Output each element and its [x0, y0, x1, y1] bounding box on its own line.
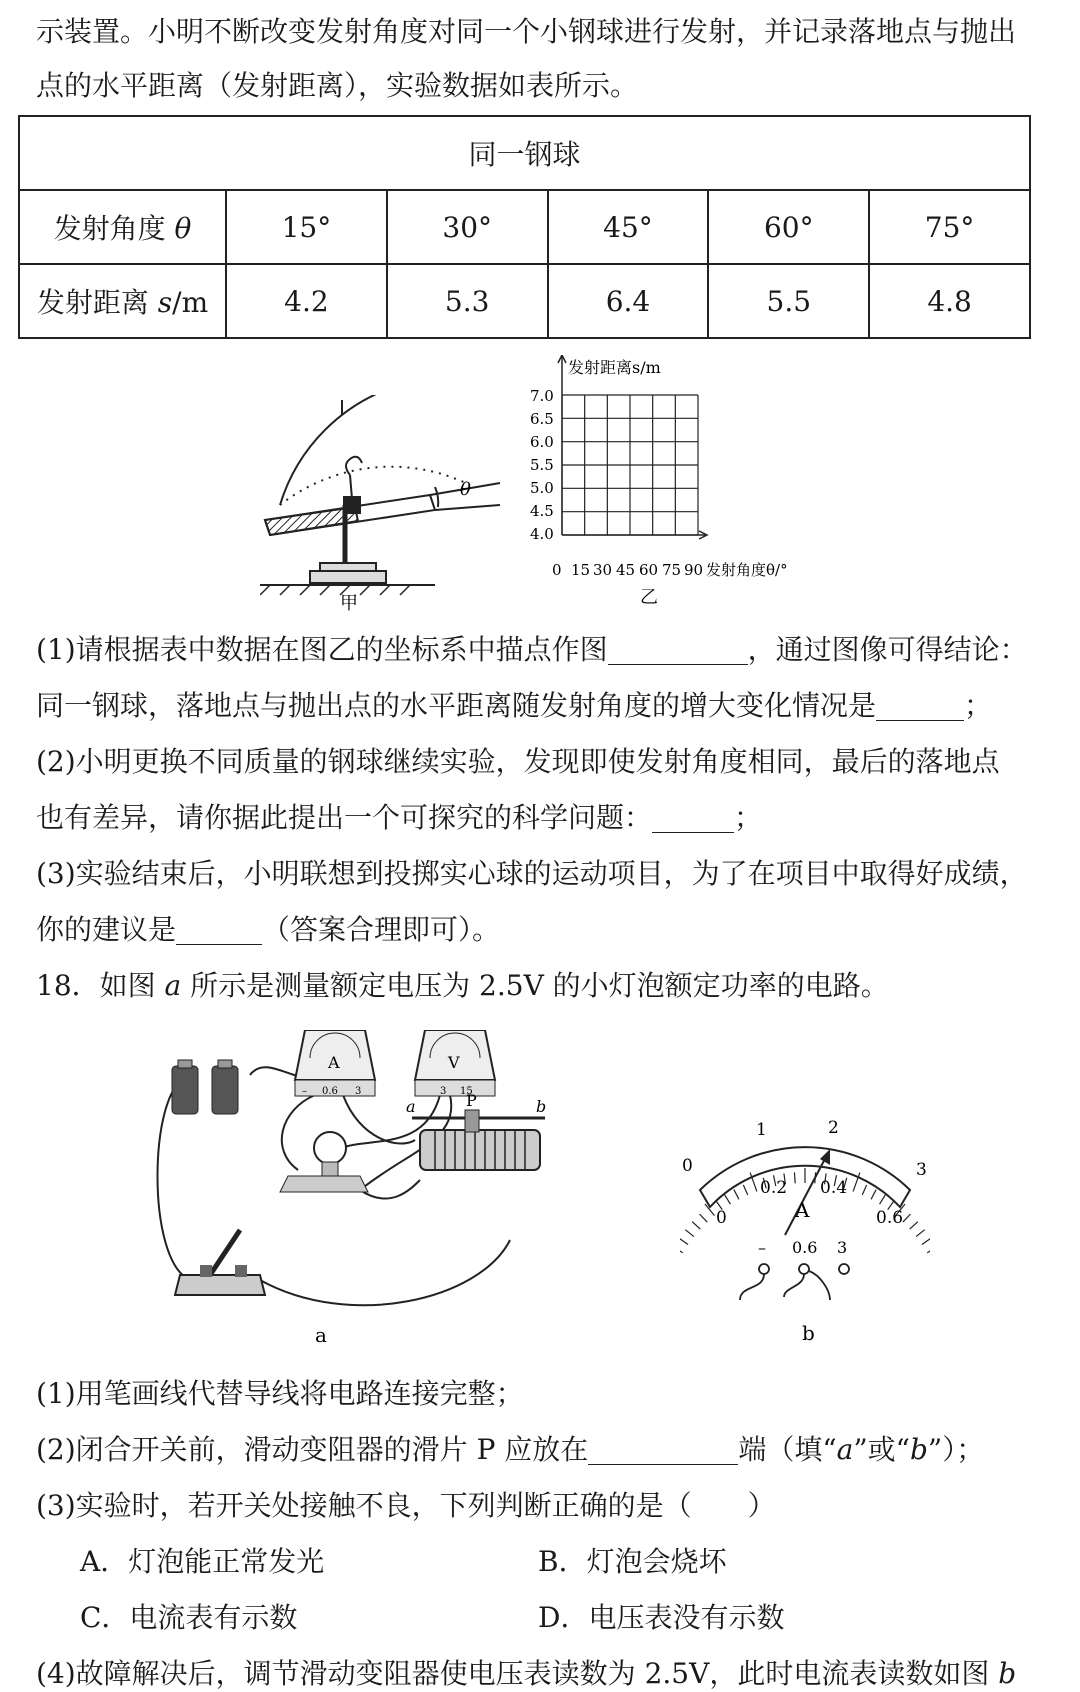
intro-line-2: 点的水平距离（发射距离），实验数据如表所示。 — [36, 69, 639, 102]
dial-tick — [743, 1185, 747, 1195]
dial-tick — [725, 1195, 731, 1204]
y-tick: 7.0 — [530, 387, 554, 405]
dial-bottom-label: 0.2 — [760, 1178, 788, 1198]
figure-b-caption: b — [802, 1321, 815, 1345]
dial-tick — [700, 1214, 708, 1222]
y-tick: 6.0 — [530, 433, 554, 451]
q18-part4: (4)故障解决后，调节滑动变阻器使电压表读数为 2.5V，此时电流表读数如图 b — [36, 1657, 1017, 1690]
figure-jia — [260, 395, 520, 615]
dial-tick — [880, 1195, 886, 1204]
dial-tick — [910, 1222, 918, 1229]
table-cell: 15° — [226, 190, 387, 264]
svg-text:15: 15 — [460, 1086, 473, 1097]
table-cell: 75° — [869, 190, 1030, 264]
dial-tick — [916, 1230, 925, 1237]
answer-blank[interactable] — [608, 638, 748, 665]
answer-blank[interactable] — [876, 694, 964, 721]
figure-yi — [520, 355, 840, 610]
terminal-label: 0.6 — [792, 1238, 818, 1257]
y-tick: 6.5 — [530, 410, 554, 428]
table-row-label: 发射距离 s/m — [19, 264, 226, 338]
table-cell: 60° — [708, 190, 869, 264]
battery — [172, 1060, 238, 1114]
y-tick: 4.5 — [530, 502, 554, 520]
svg-text:–: – — [302, 1086, 307, 1097]
intro-line-1: 示装置。小明不断改变发射角度对同一个小钢球进行发射，并记录落地点与抛出 — [36, 15, 1017, 48]
dial-tick — [922, 1238, 930, 1244]
protractor-arc — [280, 395, 400, 505]
terminal-label: – — [758, 1238, 766, 1257]
table-row-label: 发射角度 θ — [19, 190, 226, 264]
dial-top-label: 1 — [756, 1120, 767, 1140]
dial-top-label: 2 — [828, 1118, 839, 1138]
q17-part1-line1: (1)请根据表中数据在图乙的坐标系中描点作图 ，通过图像可得结论： — [36, 633, 1028, 666]
dial-letter: A — [795, 1198, 810, 1222]
svg-text:0.6: 0.6 — [322, 1086, 338, 1097]
table-cell: 5.3 — [387, 264, 548, 338]
table-cell: 30° — [387, 190, 548, 264]
y-axis-label: 发射距离s/m — [568, 358, 661, 377]
x-tick: 75 — [662, 561, 682, 579]
ammeter — [295, 1030, 375, 1097]
dial-tick — [680, 1243, 683, 1253]
option-d[interactable]: D．电压表没有示数 — [538, 1601, 785, 1634]
q18-part3: (3)实验时，若开关处接触不良，下列判断正确的是（ ） — [36, 1489, 776, 1522]
figure-jia-caption: 甲 — [340, 593, 358, 614]
q17-part1-line2: 同一钢球，落地点与抛出点的水平距离随发射角度的增大变化情况是 ； — [36, 689, 993, 722]
rheostat — [406, 1091, 546, 1170]
answer-blank[interactable] — [652, 806, 734, 833]
y-tick: 4.0 — [530, 525, 554, 543]
table-cell: 4.2 — [226, 264, 387, 338]
table-cell: 5.5 — [708, 264, 869, 338]
y-tick: 5.0 — [530, 479, 554, 497]
dial-tick — [903, 1214, 911, 1222]
voltmeter — [415, 1030, 495, 1097]
answer-blank[interactable] — [176, 918, 262, 945]
x-tick: 60 — [639, 561, 659, 579]
x-tick: 45 — [616, 561, 636, 579]
q18-part2: (2)闭合开关前，滑动变阻器的滑片 P 应放在 端（填“a”或“b”）； — [36, 1433, 985, 1466]
x-tick: 30 — [593, 561, 613, 579]
q17-part2-line1: (2)小明更换不同质量的钢球继续实验，发现即使发射角度相同，最后的落地点 — [36, 745, 1000, 778]
svg-text:a: a — [406, 1097, 416, 1116]
dial-tick — [927, 1243, 930, 1253]
q17-part2-line2: 也有差异，请你据此提出一个可探究的科学问题： ； — [36, 801, 763, 834]
theta-label: θ — [460, 479, 471, 500]
table-cell: 6.4 — [548, 264, 709, 338]
table-cell: 45° — [548, 190, 709, 264]
q18-part1: (1)用笔画线代替导线将电路连接完整； — [36, 1377, 524, 1410]
x-tick: 0 — [552, 561, 562, 579]
figure-a-circuit — [150, 1030, 610, 1350]
svg-text:3: 3 — [355, 1086, 362, 1097]
figure-yi-caption: 乙 — [640, 587, 658, 608]
data-table — [18, 115, 1031, 339]
switch — [175, 1230, 265, 1295]
dial-tick — [794, 1172, 795, 1183]
svg-text:b: b — [536, 1097, 547, 1116]
option-b[interactable]: B．灯泡会烧坏 — [538, 1545, 727, 1578]
q17-part3-line1: (3)实验结束后，小明联想到投掷实心球的运动项目，为了在项目中取得好成绩， — [36, 857, 1028, 890]
table-row — [19, 264, 1030, 338]
svg-text:A: A — [328, 1053, 340, 1072]
dial-tick — [680, 1238, 688, 1244]
q18-stem: 18．如图 a 所示是测量额定电压为 2.5V 的小灯泡额定功率的电路。 — [36, 969, 889, 1002]
option-c[interactable]: C．电流表有示数 — [80, 1601, 298, 1634]
x-tick: 15 — [571, 561, 591, 579]
table-cell: 4.8 — [869, 264, 1030, 338]
dial-bottom-label: 0.4 — [820, 1178, 848, 1198]
dial-top-label: 0 — [682, 1156, 693, 1176]
dial-tick — [685, 1230, 694, 1237]
y-tick: 5.5 — [530, 456, 554, 474]
figure-a-caption: a — [315, 1323, 327, 1347]
x-tick: 90 — [684, 561, 704, 579]
dial-tick — [734, 1190, 739, 1200]
light-bulb — [280, 1132, 368, 1192]
dial-top-label: 3 — [916, 1160, 927, 1180]
table-row — [19, 190, 1030, 264]
option-a[interactable]: A．灯泡能正常发光 — [80, 1545, 325, 1578]
table-title: 同一钢球 — [19, 116, 1030, 190]
dial-bottom-label: 0.6 — [876, 1208, 904, 1228]
dial-tick — [692, 1222, 700, 1229]
answer-blank[interactable] — [588, 1438, 738, 1465]
x-axis-label: 发射角度θ/° — [706, 561, 788, 579]
dial-tick — [871, 1190, 876, 1200]
terminal-label: 3 — [837, 1238, 848, 1257]
dial-bottom-label: 0 — [716, 1208, 727, 1228]
figure-b-ammeter-dial — [680, 1075, 930, 1345]
q17-part3-line2: 你的建议是 （答案合理即可）。 — [36, 913, 501, 946]
svg-text:V: V — [448, 1053, 460, 1072]
svg-text:3: 3 — [440, 1086, 447, 1097]
svg-text:P: P — [466, 1091, 477, 1110]
dial-tick — [862, 1185, 866, 1195]
